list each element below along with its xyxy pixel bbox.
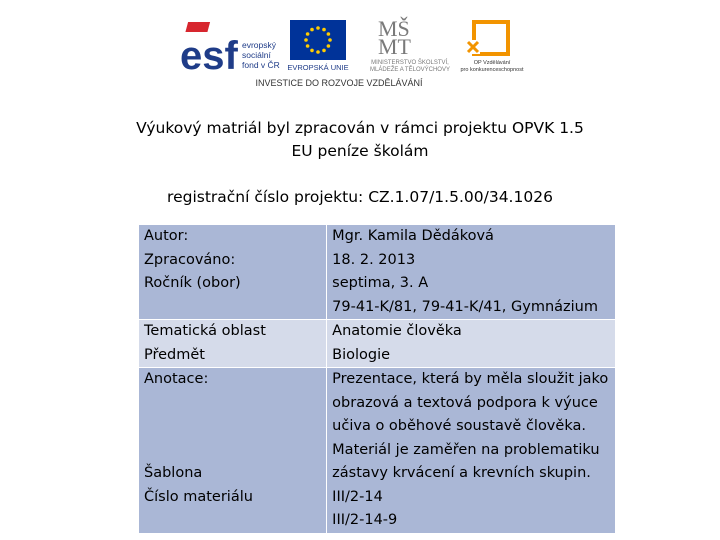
esf-caption-2: sociální xyxy=(242,50,271,60)
label-cell xyxy=(139,368,327,534)
intro-line-2: EU peníze školám xyxy=(291,142,429,160)
esf-wordmark: esf xyxy=(180,34,238,78)
msmt-letters-bottom: MT xyxy=(378,34,411,59)
created-label: Zpracováno: xyxy=(144,251,236,268)
value-cell xyxy=(327,320,616,368)
material-no-value: III/2-14-9 xyxy=(332,512,398,528)
grade-value-1: septima, 3. A xyxy=(332,275,429,291)
subject-value: Biologie xyxy=(332,346,391,363)
topic-label: Tematická oblast xyxy=(144,323,266,339)
annotation-label: Anotace: xyxy=(144,371,209,387)
msmt-letters-top: MŠ xyxy=(378,16,410,41)
grade-label: Ročník (obor) xyxy=(144,275,241,291)
created-value: 18. 2. 2013 xyxy=(332,251,416,268)
subject-label: Předmět xyxy=(144,346,205,363)
tagline: INVESTICE DO ROZVOJE VZDĚLÁVÁNÍ xyxy=(255,78,423,88)
annotation-line: učiva o oběhové soustavě člověka. xyxy=(332,418,586,434)
op-caption-1: OP Vzdělávání xyxy=(473,60,511,66)
esf-logo xyxy=(180,22,280,78)
material-info-table xyxy=(138,224,616,534)
value-cell xyxy=(327,368,616,534)
material-no-label: Číslo materiálu xyxy=(144,488,253,505)
annotation-line: obrazová a textová podpora k výuce xyxy=(332,394,598,411)
label-cell xyxy=(139,320,327,368)
annotation-line: Materiál je zaměřen na problematiku xyxy=(332,441,600,458)
msmt-caption-2: MLÁDEŽE A TĚLOVÝCHOVY xyxy=(370,67,450,73)
op-caption-2: pro konkurenceschopnost xyxy=(460,67,524,73)
intro-line-1: Výukový matriál byl zpracován v rámci projektu OPVK 1.5 xyxy=(136,119,584,137)
eu-caption: EVROPSKÁ UNIE xyxy=(287,63,349,72)
msmt-logo xyxy=(370,16,450,73)
logo-banner xyxy=(0,0,720,95)
author-value: Mgr. Kamila Dědáková xyxy=(332,228,494,244)
registration-number: registrační číslo projektu: CZ.1.07/1.5.00/34.1026 xyxy=(167,188,553,206)
esf-caption-1: evropský xyxy=(242,40,277,50)
op-vk-logo xyxy=(461,22,524,73)
table-row xyxy=(139,320,616,368)
label-cell xyxy=(139,225,327,320)
table-row xyxy=(139,225,616,320)
intro-block xyxy=(0,117,720,163)
annotation-line: zástavy krvácení a krevních skupin. xyxy=(332,465,591,481)
table-row xyxy=(139,368,616,534)
grade-value-2: 79-41-K/81, 79-41-K/41, Gymnázium xyxy=(332,298,599,315)
eu-flag-logo xyxy=(287,20,348,72)
topic-value: Anatomie člověka xyxy=(332,323,462,339)
template-label: Šablona xyxy=(144,465,203,481)
esf-caption-3: fond v ČR xyxy=(242,60,280,70)
msmt-caption-1: MINISTERSTVO ŠKOLSTVÍ, xyxy=(371,60,449,66)
value-cell xyxy=(327,225,616,320)
template-value: III/2-14 xyxy=(332,488,383,505)
author-label: Autor: xyxy=(144,228,189,244)
annotation-line: Prezentace, která by měla sloužit jako xyxy=(332,371,609,387)
